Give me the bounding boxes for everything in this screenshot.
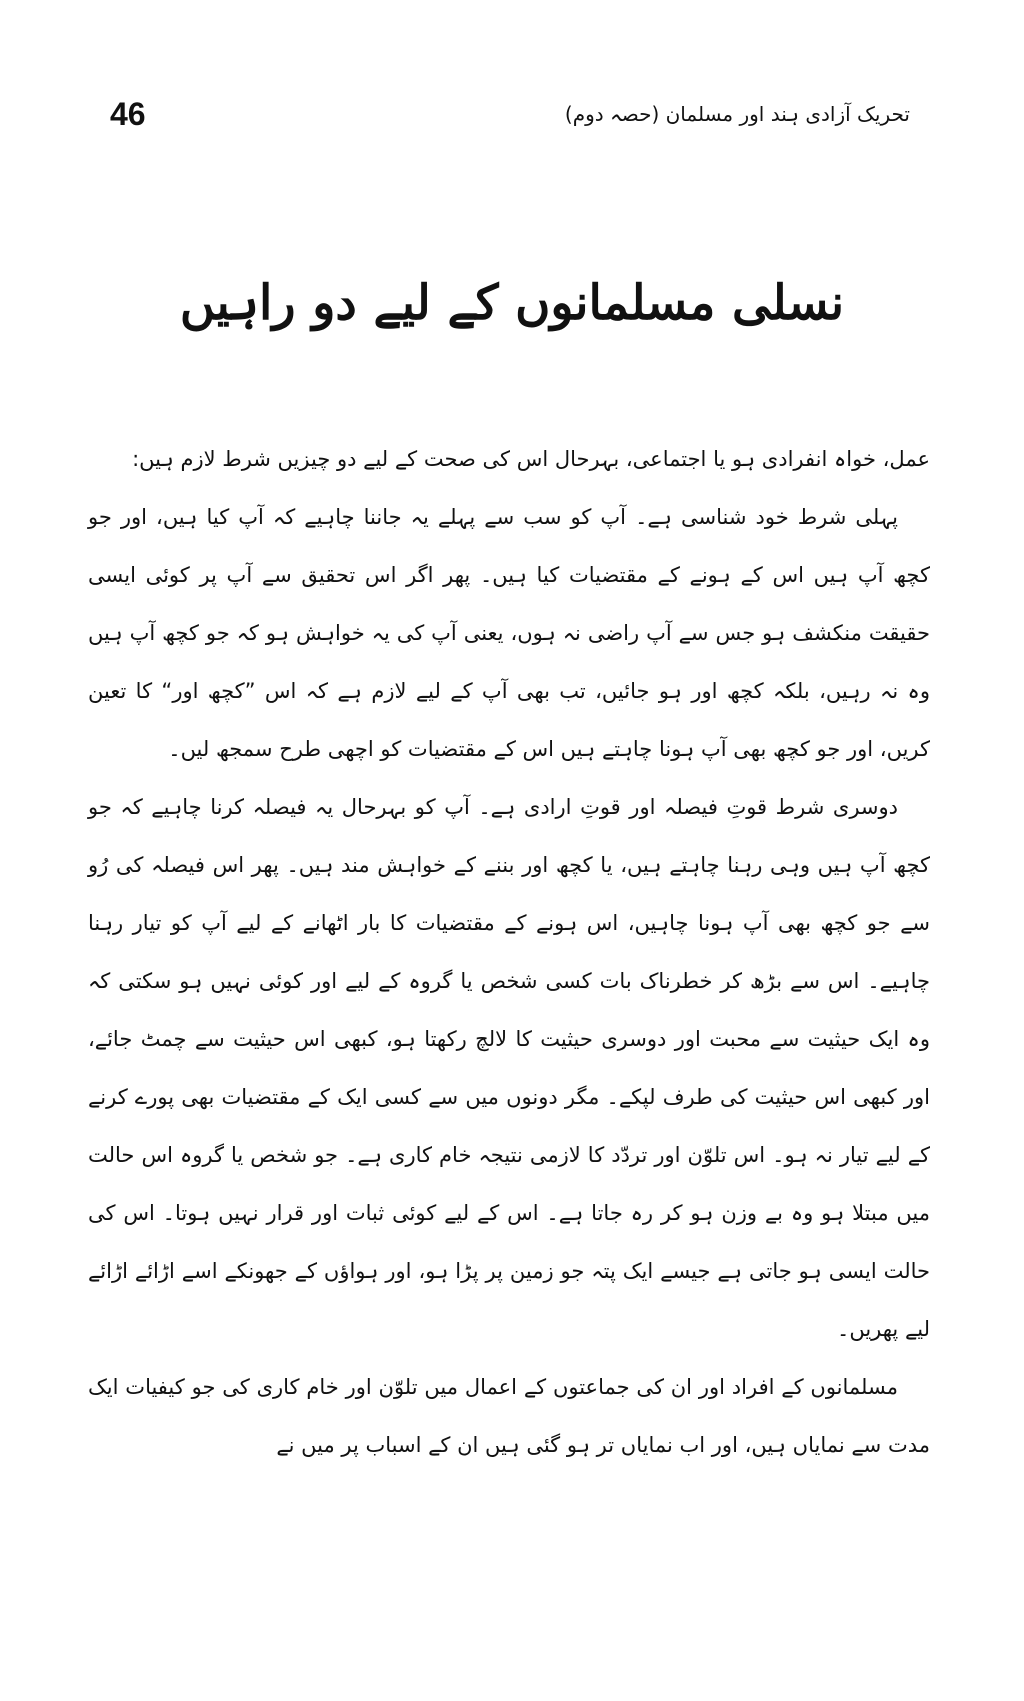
chapter-title: نسلی مسلمانوں کے لیے دو راہیں	[179, 275, 845, 331]
running-header	[110, 94, 910, 144]
paragraph: دوسری شرط قوتِ فیصلہ اور قوتِ ارادی ہے۔ آپ کو بہرحال یہ فیصلہ کرنا چاہیے کہ جو کچھ آپ ہیں وہی رہنا چاہتے ہیں، یا کچھ اور بننے کے خواہش مند ہیں۔ پھر اس فیصلہ کی رُو سے جو کچھ بھی آپ ہونا چاہیں، اس ہونے کے مقتضیات کا بار اٹھانے کے لیے آپ کو تیار رہنا چاہیے۔ اس سے بڑھ کر خطرناک بات کسی شخص یا گروہ کے لیے اور کوئی نہیں ہو سکتی کہ وہ ایک حیثیت سے محبت اور دوسری حیثیت کا لالچ رکھتا ہو، کبھی اس حیثیت سے چمٹ جائے، اور کبھی اس حیثیت کی طرف لپکے۔ مگر دونوں میں سے کسی ایک کے مقتضیات بھی پورے کرنے کے لیے تیار نہ ہو۔ اس تلوّن اور تردّد کا لازمی نتیجہ خام کاری ہے۔ جو شخص یا گروہ اس حالت میں مبتلا ہو وہ بے وزن ہو کر رہ جاتا ہے۔ اس کے لیے کوئی ثبات اور قرار نہیں ہوتا۔ اس کی حالت ایسی ہو جاتی ہے جیسے ایک پتہ جو زمین پر پڑا ہو، اور ہواؤں کے جھونکے اسے اڑائے اڑائے لیے پھریں۔	[88, 795, 930, 1341]
body-text	[88, 430, 930, 1474]
paragraph: مسلمانوں کے افراد اور ان کی جماعتوں کے اعمال میں تلوّن اور خام کاری کی جو کیفیات ایک مدت سے نمایاں ہیں، اور اب نمایاں تر ہو گئی ہیں ان کے اسباب پر میں نے	[88, 1375, 930, 1457]
paragraph: عمل، خواہ انفرادی ہو یا اجتماعی، بہرحال اس کی صحت کے لیے دو چیزیں شرط لازم ہیں:	[132, 447, 930, 471]
page-number: 46	[110, 96, 146, 132]
book-title: تحریک آزادی ہند اور مسلمان (حصہ دوم)	[564, 102, 910, 126]
paragraph: پہلی شرط خود شناسی ہے۔ آپ کو سب سے پہلے یہ جاننا چاہیے کہ آپ کیا ہیں، اور جو کچھ آپ ہیں اس کے ہونے کے مقتضیات کیا ہیں۔ پھر اگر اس تحقیق سے آپ پر کوئی ایسی حقیقت منکشف ہو جس سے آپ راضی نہ ہوں، یعنی آپ کی یہ خواہش ہو کہ جو کچھ آپ ہیں وہ نہ رہیں، بلکہ کچھ اور ہو جائیں، تب بھی آپ کے لیے لازم ہے کہ اس ”کچھ اور“ کا تعین کریں، اور جو کچھ بھی آپ ہونا چاہتے ہیں اس کے مقتضیات کو اچھی طرح سمجھ لیں۔	[88, 505, 930, 761]
